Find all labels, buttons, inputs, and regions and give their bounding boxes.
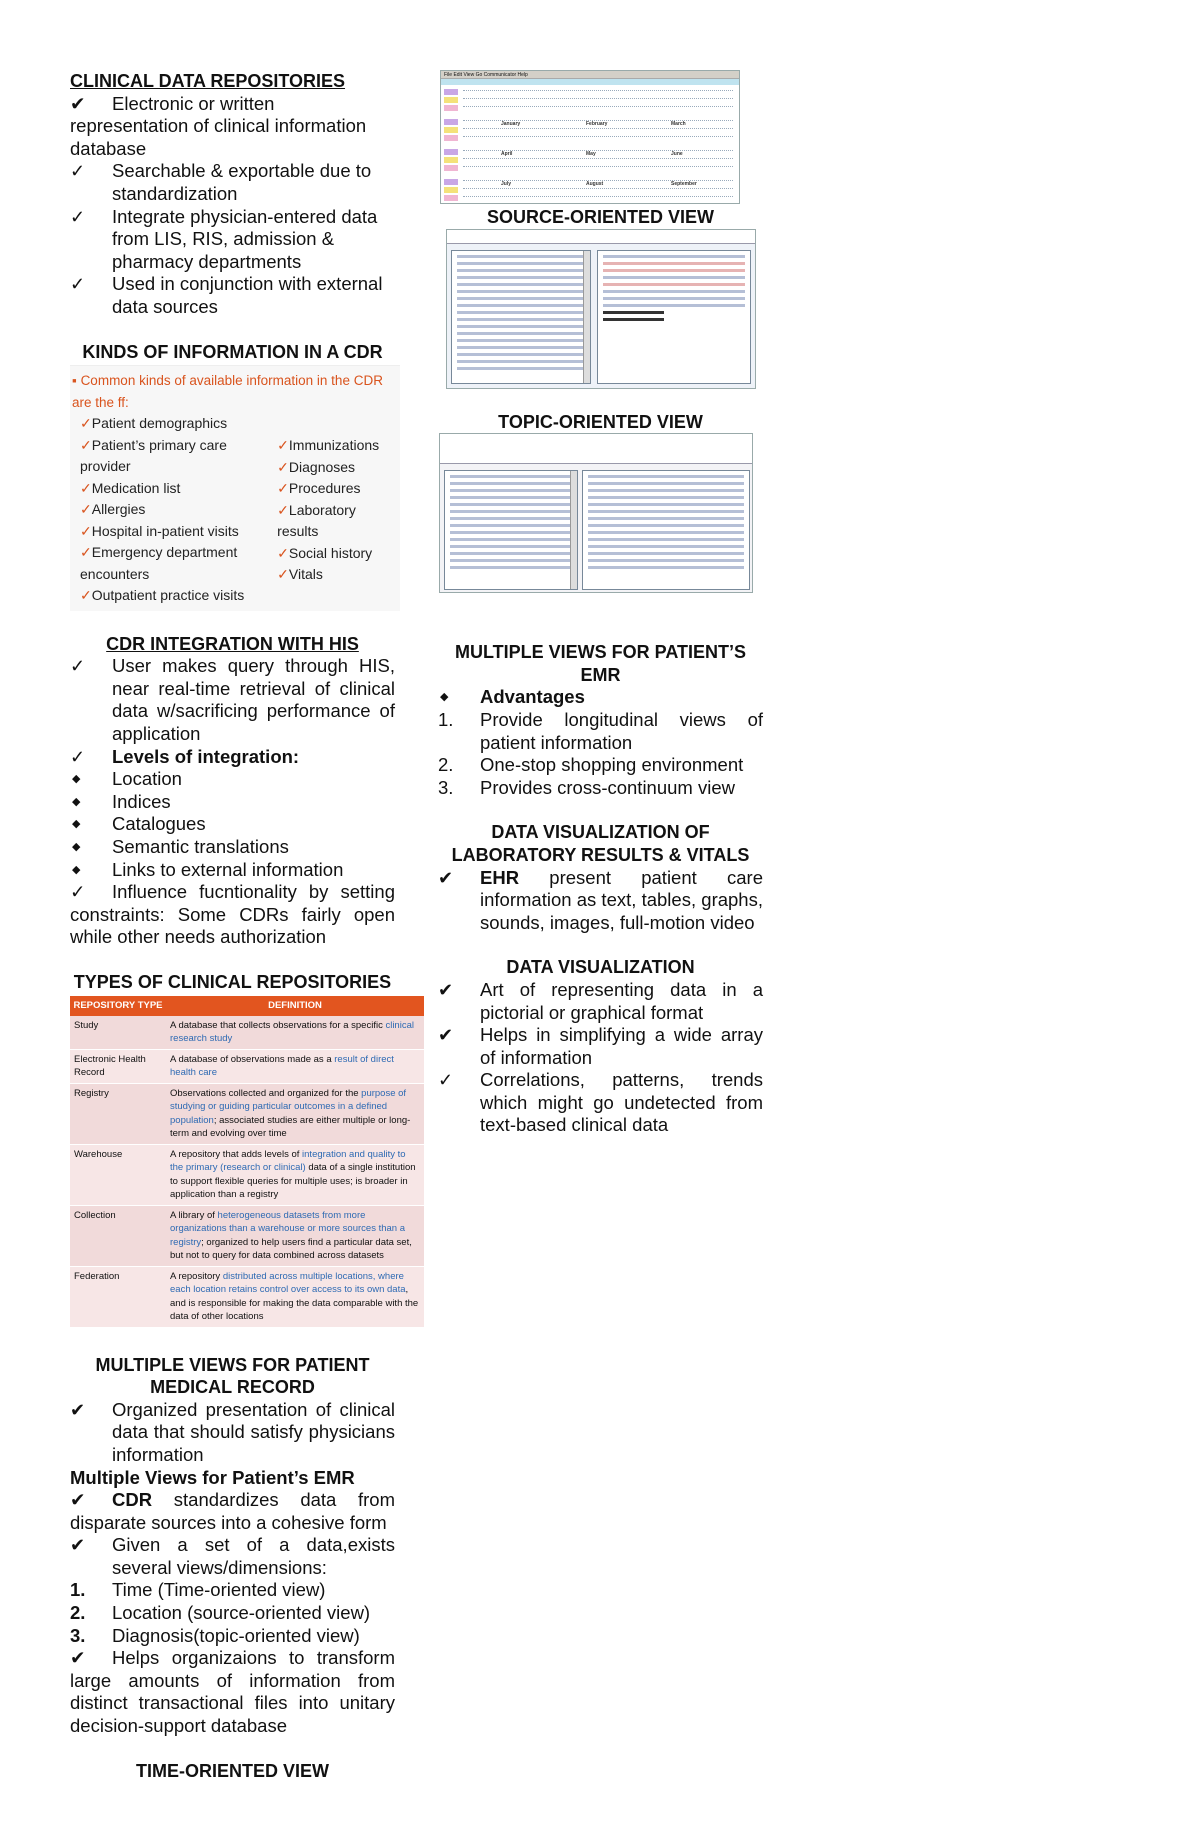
- check-icon: ✓: [70, 161, 86, 182]
- month-label: [586, 203, 610, 204]
- table-row: [70, 1049, 424, 1083]
- mv-bullet: ✔ Organized presentation of clinical data that should satisfy physicians information: [70, 1398, 395, 1465]
- month-label: April: [501, 151, 513, 157]
- viz-bullet: ✔ Helps in simplifying a wide array of information: [438, 1024, 763, 1068]
- repo-definition: A repository that adds levels of integration and quality to the primary (research or clinical) data of a single institution to support flexible queries for multiple uses; is broader in application than a registry: [166, 1144, 424, 1205]
- integ-level: ◆ Links to external information: [72, 858, 344, 880]
- check-icon: ✓: [277, 480, 289, 497]
- viz-bullet: ✔ Art of representing data in a pictorial or graphical format: [438, 978, 763, 1023]
- emr-title: MULTIPLE VIEWS FOR PATIENT’S EMR: [455, 642, 746, 685]
- diamond-icon: ◆: [72, 863, 81, 876]
- advantage-number: 1.: [438, 708, 454, 730]
- month-label: June: [671, 151, 683, 157]
- kinds-item: ✓Laboratory results: [277, 501, 356, 540]
- view-number: 2.: [70, 1602, 86, 1624]
- types-title: TYPES OF CLINICAL REPOSITORIES: [73, 971, 392, 992]
- viz-lab-title: DATA VISUALIZATION OF LABORATORY RESULTS & VITALS: [451, 822, 750, 865]
- kinds-item: ✓Social history: [277, 544, 373, 561]
- month-label: May: [586, 151, 596, 157]
- table-row: [70, 1083, 424, 1144]
- check-icon: ✓: [80, 544, 92, 561]
- advantage-number: 3.: [438, 776, 454, 798]
- mv-bullet: ✔ Given a set of a data,exists several views/dimensions:: [70, 1534, 395, 1578]
- check-icon: ✔: [438, 867, 454, 888]
- repo-type: Warehouse: [70, 1144, 166, 1205]
- repo-definition: A database that collects observations for a specific clinical research study: [166, 1016, 424, 1050]
- viz-bullet: ✓ Correlations, patterns, trends which might go undetected from text-based clinical data: [438, 1069, 763, 1136]
- month-label: September: [671, 181, 697, 187]
- month-label: [501, 203, 520, 204]
- source-view-title: SOURCE-ORIENTED VIEW: [486, 207, 714, 227]
- types-table: [70, 996, 424, 1328]
- view-item: 1. Time (Time-oriented view): [70, 1579, 326, 1601]
- advantage-number: 2.: [438, 754, 454, 776]
- integ-level: ◆ Semantic translations: [72, 835, 289, 857]
- kinds-item: ✓Immunizations: [277, 437, 380, 454]
- repo-type: Collection: [70, 1205, 166, 1266]
- mv-bullet: ✔ CDR standardizes data from disparate sources into a cohesive form: [70, 1489, 395, 1533]
- repo-type: Study: [70, 1016, 166, 1050]
- adv-label-row: ◆ Advantages: [440, 686, 585, 708]
- integ-level: ◆ Indices: [72, 790, 171, 812]
- menu-bar: File Edit View Go Communicator Help: [441, 71, 739, 79]
- kinds-item: ✓Procedures: [277, 480, 361, 497]
- check-icon: ✔: [70, 1647, 86, 1669]
- check-icon: ✓: [80, 587, 92, 604]
- kinds-item: ✓Outpatient practice visits: [80, 587, 245, 604]
- view-number: 3.: [70, 1624, 86, 1646]
- check-icon: ✓: [277, 544, 289, 561]
- ehr-bullet: ✔ EHR present patient care information as text, tables, graphs, sounds, images, full-motion video: [438, 866, 763, 933]
- check-icon: ✓: [80, 436, 92, 453]
- check-icon: ✓: [277, 566, 289, 583]
- kinds-lead: Common kinds of available information in the CDR are the ff:: [72, 373, 383, 410]
- check-icon: ✓: [70, 206, 86, 227]
- table-row: [70, 1205, 424, 1266]
- repo-type: Electronic Health Record: [70, 1049, 166, 1083]
- topic-oriented-screenshot: [439, 433, 753, 593]
- check-icon: ✓: [80, 415, 92, 432]
- viz-title: DATA VISUALIZATION: [506, 957, 695, 978]
- check-icon: ✓: [80, 501, 92, 518]
- mv-bullet: ✔ Helps organizaions to transform large amounts of information from distinct transactional files into unitary decision-support database: [70, 1647, 395, 1737]
- check-icon: ✔: [70, 92, 86, 114]
- table-row: [70, 1266, 424, 1327]
- check-icon: ✔: [70, 1489, 86, 1511]
- check-icon: ✓: [277, 437, 289, 454]
- integ-levels: [70, 768, 395, 881]
- integ-bullet: ✓ User makes query through HIS, near real-time retrieval of clinical data w/sacrificing performance of application: [70, 655, 395, 744]
- repo-definition: Observations collected and organized for the purpose of studying or guiding particular outcomes in a defined population; associated studies are either multiple or long-term and evolving over time: [166, 1083, 424, 1144]
- kinds-item: ✓Diagnoses: [277, 458, 356, 475]
- time-oriented-screenshot: [440, 70, 740, 204]
- check-icon: ✔: [70, 1535, 86, 1556]
- check-icon: ✔: [438, 1025, 454, 1046]
- view-number: 1.: [70, 1579, 86, 1601]
- check-icon: ✓: [70, 656, 86, 677]
- check-icon: ✓: [277, 501, 289, 518]
- kinds-item: ✓Patient demographics: [80, 415, 228, 432]
- repo-type: Registry: [70, 1083, 166, 1144]
- table-row: [70, 1016, 424, 1050]
- advantage-item: 3. Provides cross-continuum view: [438, 776, 735, 798]
- diamond-icon: ◆: [440, 691, 449, 704]
- month-label: July: [501, 181, 512, 187]
- check-icon: ✓: [438, 1070, 454, 1091]
- cdr-bullet: ✓ Integrate physician-entered data from LIS, RIS, admission & pharmacy departments: [70, 205, 378, 272]
- left-column: [70, 70, 419, 1782]
- kinds-item: ✓Allergies: [80, 501, 146, 518]
- cdr-bullet: ✓ Used in conjunction with external data sources: [70, 273, 383, 317]
- cdr-title: CLINICAL DATA REPOSITORIES: [70, 71, 346, 91]
- kinds-item: ✓Patient’s primary care provider: [80, 436, 227, 475]
- advantages-list: [438, 709, 763, 799]
- month-label: February: [586, 121, 608, 127]
- month-label: January: [501, 121, 521, 127]
- mv-subtitle: Multiple Views for Patient’s EMR: [70, 1466, 355, 1488]
- view-item: 3. Diagnosis(topic-oriented view): [70, 1624, 360, 1646]
- check-icon: ✓: [70, 746, 86, 767]
- kinds-title: KINDS OF INFORMATION IN A CDR: [82, 341, 383, 362]
- check-icon: ✓: [80, 479, 92, 496]
- integ-level: ◆ Location: [72, 768, 182, 790]
- diamond-icon: ◆: [72, 795, 81, 808]
- view-item: 2. Location (source-oriented view): [70, 1602, 371, 1624]
- cdr-bullet: ✓ Searchable & exportable due to standardization: [70, 160, 372, 204]
- cdr-bullet: ✔ Electronic or written representation of clinical information database: [70, 92, 367, 159]
- month-label: March: [671, 121, 686, 127]
- kinds-item: ✓Medication list: [80, 479, 181, 496]
- repo-definition: A database of observations made as a result of direct health care: [166, 1049, 424, 1083]
- check-icon: ✔: [70, 1399, 86, 1420]
- source-oriented-screenshot: [446, 229, 756, 389]
- mv-title: MULTIPLE VIEWS FOR PATIENT MEDICAL RECORD: [95, 1354, 370, 1398]
- kinds-image: ▪ Common kinds of available information in the CDR are the ff: ✓Patient demographics ✓Patient’s primary care provider ✓Medication list ✓Allergies ✓Hospital in-patient visits ✓Emergency department encounters ✓Outpatient practice visits ✓Immunizations ✓Diagnoses ✓Procedures ✓Laboratory results ✓Social history ✓Vitals: [70, 365, 400, 611]
- kinds-item: ✓Vitals: [277, 566, 323, 583]
- right-column: [438, 70, 763, 1137]
- types-head-type: REPOSITORY TYPE: [70, 996, 166, 1016]
- month-label: [671, 203, 695, 204]
- kinds-list-2: [277, 413, 398, 607]
- month-label: August: [586, 181, 604, 187]
- integ-level: ◆ Catalogues: [72, 813, 206, 835]
- topic-view-title: TOPIC-ORIENTED VIEW: [498, 411, 703, 432]
- kinds-item: ✓Emergency department encounters: [80, 544, 238, 582]
- integ-title: CDR INTEGRATION WITH HIS: [106, 633, 359, 654]
- check-icon: ✔: [438, 979, 454, 1000]
- kinds-item: ✓Hospital in-patient visits: [80, 522, 239, 539]
- advantage-item: 1. Provide longitudinal views of patient information: [438, 708, 763, 753]
- mv-views: [70, 1579, 395, 1647]
- integ-bullet: ✓ Levels of integration:: [70, 745, 300, 767]
- check-icon: ✓: [80, 522, 92, 539]
- advantage-item: 2. One-stop shopping environment: [438, 754, 744, 776]
- types-head-def: DEFINITION: [166, 996, 424, 1016]
- diamond-icon: ◆: [72, 773, 81, 786]
- time-view-title: TIME-ORIENTED VIEW: [136, 1760, 329, 1781]
- diamond-icon: ◆: [72, 818, 81, 831]
- check-icon: ✓: [70, 274, 86, 295]
- repo-definition: A library of heterogeneous datasets from more organizations than a warehouse or more sources than a registry; organized to help users find a particular data set, but not to query for data combined across datasets: [166, 1205, 424, 1266]
- check-icon: ✓: [70, 881, 86, 903]
- diamond-icon: ◆: [72, 840, 81, 853]
- kinds-list-1: [72, 413, 277, 607]
- repo-definition: A repository distributed across multiple locations, where each location retains control over access to its own data, and is responsible for making the data comparable with the data of other locations: [166, 1266, 424, 1327]
- integ-bullet: ✓ Influence fucntionality by setting constraints: Some CDRs fairly open while other needs authorization: [70, 881, 395, 948]
- check-icon: ✓: [277, 458, 289, 475]
- table-row: [70, 1144, 424, 1205]
- repo-type: Federation: [70, 1266, 166, 1327]
